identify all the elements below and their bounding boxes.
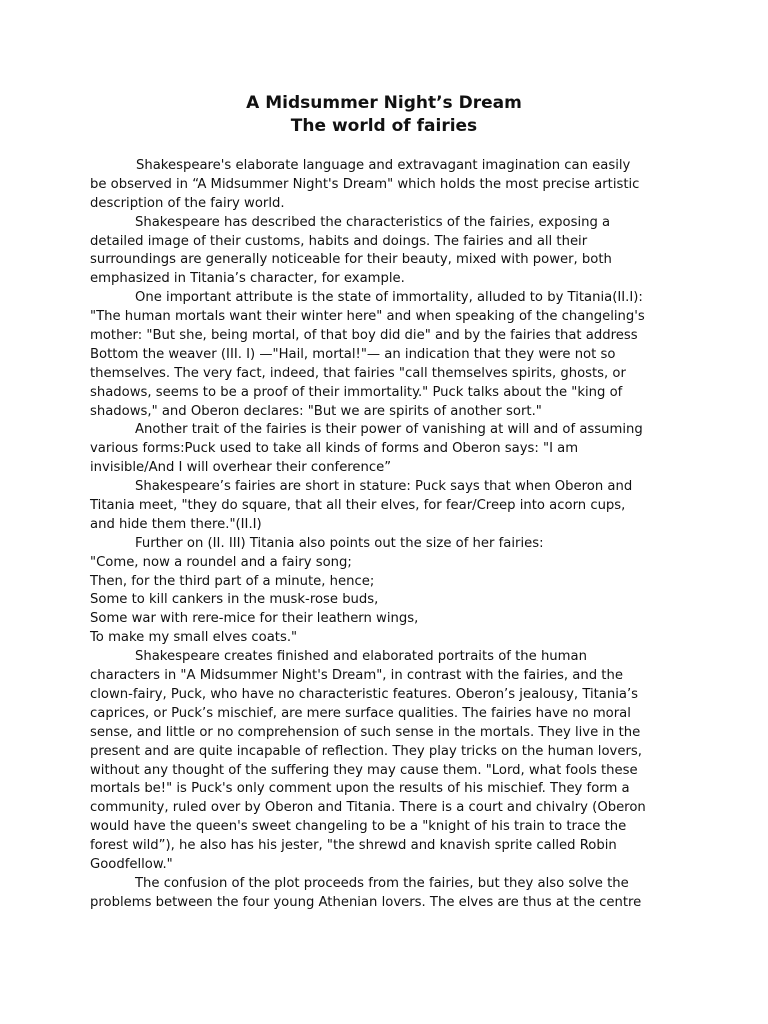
text-line: present and are quite incapable of reflection. They play tricks on the human lovers,	[90, 743, 642, 759]
text-line: Shakespeare has described the characteristics of the fairies, exposing a	[135, 214, 611, 230]
text-line: Shakespeare’s fairies are short in stature: Puck says that when Oberon and	[135, 479, 633, 495]
poem-line: To make my small elves coats."	[90, 630, 298, 646]
text-line: Titania meet, "they do square, that all their elves, for fear/Creep into acorn cups,	[90, 498, 626, 514]
title-block	[0, 92, 768, 138]
text-line: shadows, seems to be a proof of their immortality." Puck talks about the "king of	[90, 384, 623, 400]
text-line: community, ruled over by Oberon and Titania. There is a court and chivalry (Oberon	[90, 800, 646, 816]
text-line: mother: "But she, being mortal, of that boy did die" and by the fairies that address	[90, 328, 638, 344]
text-line: The confusion of the plot proceeds from the fairies, but they also solve the	[135, 875, 629, 891]
text-line: detailed image of their customs, habits and doings. The fairies and all their	[90, 233, 588, 249]
text-line: clown-fairy, Puck, who have no characteristic features. Oberon’s jealousy, Titania’s	[90, 686, 639, 702]
text-line: Goodfellow."	[90, 856, 173, 872]
text-line: problems between the four young Athenian lovers. The elves are thus at the centre	[90, 894, 642, 910]
poem-line: Some to kill cankers in the musk-rose buds,	[90, 592, 379, 608]
text-line: be observed in “A Midsummer Night's Dream" which holds the most precise artistic	[90, 176, 640, 192]
text-line: forest wild”), he also has his jester, "the shrewd and knavish sprite called Robin	[90, 838, 617, 854]
text-line: Shakespeare's elaborate language and extravagant imagination can easily	[136, 158, 631, 173]
text-line: Further on (II. III) Titania also points out the size of her fairies:	[135, 535, 544, 551]
document-title: A Midsummer Night’s Dream	[246, 93, 522, 113]
poem-line: Then, for the third part of a minute, hence;	[90, 573, 375, 589]
text-line: "The human mortals want their winter here" and when speaking of the changeling's	[90, 309, 645, 325]
text-line: characters in "A Midsummer Night's Dream", in contrast with the fairies, and the	[90, 668, 623, 684]
text-line: themselves. The very fact, indeed, that fairies "call themselves spirits, ghosts, or	[90, 365, 626, 381]
text-line: Another trait of the fairies is their power of vanishing at will and of assuming	[135, 422, 643, 438]
text-line: Bottom the weaver (III. I) —"Hail, mortal!"— an indication that they were not so	[90, 346, 616, 362]
body-text	[90, 157, 690, 913]
text-line: invisible/And I will overhear their conference”	[90, 460, 392, 476]
text-line: without any thought of the suffering they may cause them. "Lord, what fools these	[90, 762, 638, 778]
text-line: One important attribute is the state of immortality, alluded to by Titania(II.I):	[135, 290, 643, 306]
text-line: would have the queen's sweet changeling to be a "knight of his train to trace the	[90, 819, 627, 835]
document-subtitle: The world of fairies	[290, 116, 478, 136]
text-line: description of the fairy world.	[90, 195, 285, 211]
poem-line: "Come, now a roundel and a fairy song;	[90, 554, 352, 570]
text-line: caprices, or Puck’s mischief, are mere surface qualities. The fairies have no moral	[90, 705, 631, 721]
text-line: sense, and little or no comprehension of such sense in the mortals. They live in the	[90, 724, 641, 740]
text-line: Shakespeare creates finished and elaborated portraits of the human	[135, 649, 587, 665]
poem-line: Some war with rere-mice for their leathern wings,	[90, 611, 419, 627]
text-line: and hide them there."(II.I)	[90, 516, 262, 532]
text-line: surroundings are generally noticeable for their beauty, mixed with power, both	[90, 252, 612, 268]
text-line: shadows," and Oberon declares: "But we are spirits of another sort."	[90, 403, 542, 419]
text-line: various forms:Puck used to take all kinds of forms and Oberon says: "I am	[90, 441, 579, 457]
text-line: emphasized in Titania’s character, for example.	[90, 271, 405, 287]
text-line: mortals be!" is Puck's only comment upon the results of his mischief. They form a	[90, 781, 630, 797]
